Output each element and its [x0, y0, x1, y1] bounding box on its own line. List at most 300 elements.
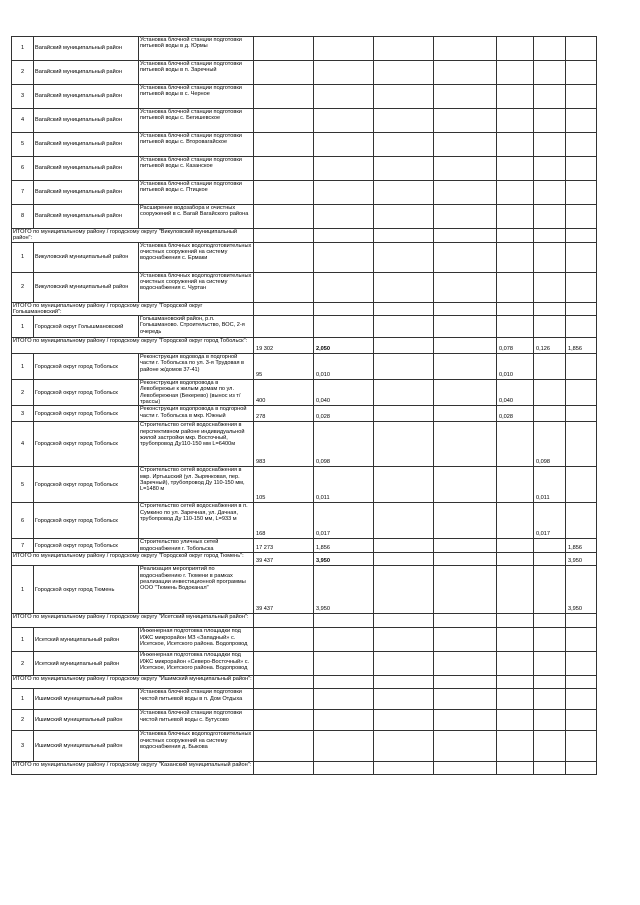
empty-cell: [434, 689, 497, 710]
value-cell: 1,856: [566, 338, 597, 354]
object-description: Расширение водозабора и очистных сооружений в с. Вагай Вагайского района: [139, 205, 254, 229]
empty-cell: [374, 652, 434, 676]
value-cell: [497, 422, 534, 467]
empty-cell: [434, 614, 497, 628]
value-cell: 983: [254, 422, 314, 467]
value-cell: [566, 316, 597, 338]
value-cell: [534, 242, 566, 272]
empty-cell: [434, 61, 497, 85]
value-cell: [566, 181, 597, 205]
empty-cell: [434, 157, 497, 181]
value-cell: 278: [254, 406, 314, 422]
value-cell: [534, 553, 566, 566]
empty-cell: [374, 628, 434, 652]
object-description: Установка блочной станции подготовки питьевой воды в п. Заречный: [139, 61, 254, 85]
value-cell: 0,017: [314, 503, 374, 539]
empty-cell: [434, 710, 497, 731]
municipality-name: Вагайский муниципальный район: [34, 157, 139, 181]
table-row: [12, 566, 597, 614]
value-cell: [534, 676, 566, 689]
empty-cell: [374, 566, 434, 614]
municipality-name: Городской округ город Тобольск: [34, 422, 139, 467]
row-number: 4: [12, 109, 34, 133]
object-description: Строительство сетей водоснабжения в перспективном районе индивидуальной жилой застройки мкр. Восточный, трубопровод Ду110-150 мм L=6400м: [139, 422, 254, 467]
empty-cell: [374, 710, 434, 731]
object-description: Установка блочных водоподготовительных очистных сооружений на систему водоснабжения с. Ермаки: [139, 242, 254, 272]
value-cell: [497, 652, 534, 676]
value-cell: [534, 316, 566, 338]
object-description: Инженерная подготовка площадки под ИЖС микрорайон «Северо-Восточный» с. Исетское, Исетского района. Водопровод: [139, 652, 254, 676]
object-description: Установка блочных водоподготовительных очистных сооружений на систему водоснабжения с. Чуртан: [139, 272, 254, 302]
municipality-name: Ишимский муниципальный район: [34, 689, 139, 710]
municipality-name: Вагайский муниципальный район: [34, 181, 139, 205]
itogo-label: ИТОГО по муниципальному району / городскому округу "Городской округ Голышмановский":: [12, 302, 254, 316]
empty-cell: [374, 762, 434, 775]
municipality-name: Городской округ город Тобольск: [34, 503, 139, 539]
object-description: Строительство уличных сетей водоснабжения г. Тобольска: [139, 539, 254, 553]
table-row: [12, 354, 597, 380]
object-description: Установка блочной станции подготовки питьевой воды с. Птицкое: [139, 181, 254, 205]
value-cell: [566, 380, 597, 406]
empty-cell: [374, 676, 434, 689]
row-number: 2: [12, 272, 34, 302]
empty-cell: [374, 37, 434, 61]
value-cell: [534, 272, 566, 302]
value-cell: [314, 85, 374, 109]
value-cell: [497, 61, 534, 85]
table-row: [12, 689, 597, 710]
value-cell: [566, 85, 597, 109]
value-cell: [534, 628, 566, 652]
value-cell: [566, 422, 597, 467]
table-row: [12, 710, 597, 731]
row-number: 2: [12, 61, 34, 85]
table-row: [12, 133, 597, 157]
value-cell: [497, 676, 534, 689]
municipality-name: Викуловский муниципальный район: [34, 272, 139, 302]
investment-table: [11, 36, 597, 775]
value-cell: [314, 272, 374, 302]
value-cell: [497, 566, 534, 614]
value-cell: [534, 354, 566, 380]
value-cell: 168: [254, 503, 314, 539]
municipality-name: Вагайский муниципальный район: [34, 205, 139, 229]
value-cell: [314, 316, 374, 338]
table-row: [12, 85, 597, 109]
empty-cell: [374, 229, 434, 243]
empty-cell: [374, 380, 434, 406]
value-cell: [566, 710, 597, 731]
table-row: [12, 652, 597, 676]
itogo-row: [12, 302, 597, 316]
value-cell: [254, 710, 314, 731]
value-cell: [534, 37, 566, 61]
empty-cell: [374, 503, 434, 539]
empty-cell: [434, 109, 497, 133]
object-description: Установка блочной станции подготовки питьевой воды в д. Юрмы: [139, 37, 254, 61]
table-row: [12, 181, 597, 205]
table-row: [12, 37, 597, 61]
object-description: Строительство сетей водоснабжения в п. Сумкино по ул. Заречная, ул. Дачная, трубопровод Ду 110-150 мм, L=933 м: [139, 503, 254, 539]
value-cell: [534, 157, 566, 181]
object-description: Реализация мероприятий по водоснабжению г. Тюмени в рамках реализации инвестиционной программы ООО "Тюмень Водоканал": [139, 566, 254, 614]
municipality-name: Городской округ город Тобольск: [34, 539, 139, 553]
empty-cell: [374, 354, 434, 380]
object-description: Установка блочных водоподготовительных очистных сооружений на систему водоснабжения д. Быкова: [139, 731, 254, 762]
table-row: [12, 628, 597, 652]
empty-cell: [434, 566, 497, 614]
empty-cell: [374, 242, 434, 272]
value-cell: [254, 37, 314, 61]
value-cell: [497, 689, 534, 710]
row-number: 7: [12, 181, 34, 205]
value-cell: [534, 539, 566, 553]
value-cell: 0,017: [534, 503, 566, 539]
value-cell: [254, 85, 314, 109]
itogo-row: [12, 229, 597, 243]
value-cell: [314, 302, 374, 316]
municipality-name: Городской округ город Тюмень: [34, 566, 139, 614]
value-cell: 105: [254, 467, 314, 503]
value-cell: [254, 614, 314, 628]
value-cell: [566, 302, 597, 316]
empty-cell: [374, 614, 434, 628]
value-cell: 0,028: [314, 406, 374, 422]
value-cell: [497, 503, 534, 539]
value-cell: [497, 85, 534, 109]
municipality-name: Вагайский муниципальный район: [34, 85, 139, 109]
object-description: Установка блочной станции подготовки питьевой воды с. Казанское: [139, 157, 254, 181]
value-cell: [497, 181, 534, 205]
value-cell: 0,040: [497, 380, 534, 406]
value-cell: [314, 676, 374, 689]
value-cell: [497, 37, 534, 61]
itogo-label: ИТОГО по муниципальному району / городскому округу "Викуловский муниципальный район":: [12, 229, 254, 243]
table-row: [12, 272, 597, 302]
table-row: [12, 242, 597, 272]
value-cell: [254, 731, 314, 762]
value-cell: [254, 302, 314, 316]
value-cell: [497, 133, 534, 157]
value-cell: 39 437: [254, 566, 314, 614]
value-cell: [254, 229, 314, 243]
value-cell: 0,028: [497, 406, 534, 422]
row-number: 1: [12, 566, 34, 614]
empty-cell: [374, 61, 434, 85]
empty-cell: [434, 229, 497, 243]
value-cell: [314, 229, 374, 243]
value-cell: 0,011: [314, 467, 374, 503]
value-cell: [254, 157, 314, 181]
municipality-name: Вагайский муниципальный район: [34, 61, 139, 85]
value-cell: [566, 406, 597, 422]
itogo-row: [12, 676, 597, 689]
value-cell: 2,050: [314, 338, 374, 354]
value-cell: [254, 109, 314, 133]
itogo-row: [12, 762, 597, 775]
value-cell: [566, 676, 597, 689]
empty-cell: [374, 272, 434, 302]
value-cell: [254, 181, 314, 205]
row-number: 6: [12, 503, 34, 539]
empty-cell: [374, 731, 434, 762]
value-cell: [254, 652, 314, 676]
table-row: [12, 406, 597, 422]
value-cell: [497, 272, 534, 302]
value-cell: 3,950: [314, 553, 374, 566]
value-cell: [534, 302, 566, 316]
value-cell: [566, 689, 597, 710]
itogo-label: ИТОГО по муниципальному району / городскому округу "Городской округ город Тюмень":: [12, 553, 254, 566]
value-cell: 0,126: [534, 338, 566, 354]
itogo-label: ИТОГО по муниципальному району / городскому округу "Исетский муниципальный район":: [12, 614, 254, 628]
value-cell: [566, 157, 597, 181]
empty-cell: [434, 652, 497, 676]
value-cell: [534, 762, 566, 775]
empty-cell: [374, 302, 434, 316]
value-cell: 3,950: [314, 566, 374, 614]
value-cell: 0,040: [314, 380, 374, 406]
value-cell: [314, 61, 374, 85]
row-number: 5: [12, 133, 34, 157]
municipality-name: Викуловский муниципальный район: [34, 242, 139, 272]
empty-cell: [374, 689, 434, 710]
value-cell: [497, 229, 534, 243]
value-cell: [497, 302, 534, 316]
value-cell: [566, 109, 597, 133]
row-number: 7: [12, 539, 34, 553]
value-cell: [566, 37, 597, 61]
municipality-name: Городской округ город Тобольск: [34, 380, 139, 406]
empty-cell: [374, 205, 434, 229]
value-cell: 0,010: [497, 354, 534, 380]
object-description: Установка блочной станции подготовки чистой питьевой воды с. Бутусово: [139, 710, 254, 731]
row-number: 5: [12, 467, 34, 503]
empty-cell: [434, 354, 497, 380]
row-number: 1: [12, 689, 34, 710]
row-number: 3: [12, 731, 34, 762]
value-cell: 1,856: [314, 539, 374, 553]
value-cell: [566, 205, 597, 229]
value-cell: [497, 205, 534, 229]
value-cell: 1,856: [566, 539, 597, 553]
table-row: [12, 422, 597, 467]
empty-cell: [434, 762, 497, 775]
value-cell: [534, 566, 566, 614]
value-cell: 17 273: [254, 539, 314, 553]
value-cell: [254, 61, 314, 85]
value-cell: [314, 710, 374, 731]
value-cell: [534, 406, 566, 422]
row-number: 3: [12, 85, 34, 109]
row-number: 2: [12, 710, 34, 731]
value-cell: 0,010: [314, 354, 374, 380]
itogo-row: [12, 614, 597, 628]
row-number: 1: [12, 354, 34, 380]
value-cell: [314, 157, 374, 181]
value-cell: [314, 109, 374, 133]
value-cell: [314, 731, 374, 762]
table-row: [12, 316, 597, 338]
value-cell: [534, 380, 566, 406]
value-cell: [314, 205, 374, 229]
municipality-name: Городской округ город Тобольск: [34, 406, 139, 422]
value-cell: [254, 628, 314, 652]
value-cell: [534, 205, 566, 229]
object-description: Реконструкция водопровода в Левобережье к жилым домам по ул. Левобережная (Бекерево) (вынос из т/трассы): [139, 380, 254, 406]
value-cell: 19 302: [254, 338, 314, 354]
municipality-name: Вагайский муниципальный район: [34, 37, 139, 61]
value-cell: [254, 242, 314, 272]
table-row: [12, 205, 597, 229]
empty-cell: [374, 157, 434, 181]
value-cell: [497, 109, 534, 133]
empty-cell: [434, 181, 497, 205]
value-cell: [497, 539, 534, 553]
value-cell: [314, 614, 374, 628]
value-cell: [566, 229, 597, 243]
municipality-name: Городской округ город Тобольск: [34, 354, 139, 380]
itogo-label: ИТОГО по муниципальному району / городскому округу "Ишимский муниципальный район":: [12, 676, 254, 689]
row-number: 1: [12, 37, 34, 61]
table-row: [12, 380, 597, 406]
municipality-name: Городской округ город Тобольск: [34, 467, 139, 503]
value-cell: [497, 316, 534, 338]
empty-cell: [434, 85, 497, 109]
row-number: 1: [12, 242, 34, 272]
value-cell: [254, 205, 314, 229]
value-cell: [497, 628, 534, 652]
value-cell: [254, 676, 314, 689]
object-description: Установка блочной станции подготовки питьевой воды с. Второвагайское: [139, 133, 254, 157]
value-cell: 0,098: [534, 422, 566, 467]
value-cell: [254, 133, 314, 157]
value-cell: 3,950: [566, 553, 597, 566]
empty-cell: [374, 133, 434, 157]
object-description: Установка блочной станции подготовки питьевой воды в с. Черное: [139, 85, 254, 109]
table-row: [12, 109, 597, 133]
empty-cell: [434, 37, 497, 61]
municipality-name: Исетский муниципальный район: [34, 652, 139, 676]
empty-cell: [434, 676, 497, 689]
empty-cell: [434, 467, 497, 503]
empty-cell: [374, 85, 434, 109]
municipality-name: Вагайский муниципальный район: [34, 133, 139, 157]
empty-cell: [374, 338, 434, 354]
empty-cell: [434, 731, 497, 762]
value-cell: [566, 133, 597, 157]
row-number: 4: [12, 422, 34, 467]
empty-cell: [434, 422, 497, 467]
object-description: Строительство сетей водоснабжения в мкр. Иртышский (ул. Зырянковая, пер. Заречный), трубопровод Ду 110-150 мм, L=1480 м: [139, 467, 254, 503]
value-cell: 400: [254, 380, 314, 406]
value-cell: [566, 731, 597, 762]
table-row: [12, 467, 597, 503]
value-cell: [566, 272, 597, 302]
empty-cell: [434, 133, 497, 157]
value-cell: [314, 37, 374, 61]
row-number: 3: [12, 406, 34, 422]
value-cell: 0,098: [314, 422, 374, 467]
value-cell: [497, 710, 534, 731]
value-cell: [497, 614, 534, 628]
empty-cell: [434, 503, 497, 539]
table-row: [12, 503, 597, 539]
empty-cell: [374, 553, 434, 566]
value-cell: [566, 467, 597, 503]
value-cell: [534, 181, 566, 205]
empty-cell: [434, 406, 497, 422]
row-number: 6: [12, 157, 34, 181]
value-cell: 0,011: [534, 467, 566, 503]
value-cell: [534, 85, 566, 109]
value-cell: [254, 316, 314, 338]
value-cell: [566, 503, 597, 539]
row-number: 8: [12, 205, 34, 229]
empty-cell: [434, 539, 497, 553]
table-row: [12, 157, 597, 181]
value-cell: [534, 710, 566, 731]
empty-cell: [434, 242, 497, 272]
value-cell: [566, 614, 597, 628]
value-cell: [497, 157, 534, 181]
empty-cell: [434, 628, 497, 652]
value-cell: [534, 229, 566, 243]
empty-cell: [434, 380, 497, 406]
value-cell: [566, 61, 597, 85]
object-description: Реконструкция водопровода в подгорной части г. Тобольска в мкр. Южный: [139, 406, 254, 422]
table-row: [12, 731, 597, 762]
row-number: 2: [12, 380, 34, 406]
object-description: Установка блочной станции подготовки чистой питьевой воды в п. Дом Отдыха: [139, 689, 254, 710]
value-cell: [534, 731, 566, 762]
value-cell: [566, 242, 597, 272]
object-description: Голышмановский район, р.п. Голышманово. Строительство, ВОС, 2-я очередь: [139, 316, 254, 338]
object-description: Установка блочной станции подготовки питьевой воды с. Бегишевское: [139, 109, 254, 133]
value-cell: [254, 272, 314, 302]
value-cell: [566, 652, 597, 676]
value-cell: [534, 61, 566, 85]
empty-cell: [374, 316, 434, 338]
empty-cell: [434, 338, 497, 354]
value-cell: [314, 133, 374, 157]
value-cell: [534, 652, 566, 676]
municipality-name: Вагайский муниципальный район: [34, 109, 139, 133]
value-cell: [566, 762, 597, 775]
empty-cell: [374, 109, 434, 133]
value-cell: [534, 689, 566, 710]
value-cell: [497, 242, 534, 272]
value-cell: [314, 628, 374, 652]
value-cell: [497, 553, 534, 566]
empty-cell: [434, 302, 497, 316]
table-row: [12, 61, 597, 85]
empty-cell: [434, 316, 497, 338]
empty-cell: [374, 467, 434, 503]
empty-cell: [374, 181, 434, 205]
value-cell: [314, 242, 374, 272]
value-cell: [314, 689, 374, 710]
object-description: Реконструкция водовода в подгорной части г. Тобольска по ул. 3-я Трудовая в районе ж/домов 37-41): [139, 354, 254, 380]
itogo-label: ИТОГО по муниципальному району / городскому округу "Городской округ город Тобольск":: [12, 338, 254, 354]
value-cell: 0,078: [497, 338, 534, 354]
itogo-label: ИТОГО по муниципальному району / городскому округу "Казанский муниципальный район":: [12, 762, 254, 775]
value-cell: [497, 731, 534, 762]
value-cell: [254, 762, 314, 775]
value-cell: [534, 133, 566, 157]
value-cell: 3,950: [566, 566, 597, 614]
value-cell: [254, 689, 314, 710]
